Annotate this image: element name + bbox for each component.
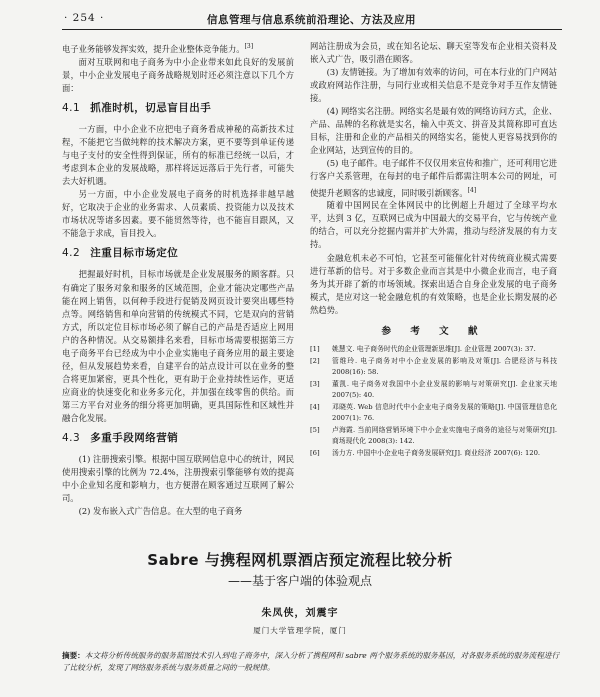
paragraph: 另一方面，中小企业发展电子商务的时机选择非越早越好，它取决于企业的业务需求、人员素质、投资能力以及技术市场状况等诸多因素。要不能贸然等待，也不能盲目跟风，又不能急于求成，盲目投入。: [62, 189, 294, 239]
abstract-label: 摘要：: [62, 651, 85, 660]
paragraph: (4) 网络实名注册。网络实名是最有效的网络访问方式，企业、产品、品牌的名称就是实名，输入中英文、拼音及其简称即可直达目标，注册和企业的产品相关的网络实名，能使人更容易找到你的企业网站，达到宣传的目的。: [310, 106, 557, 156]
paragraph: 电子业务能够发挥实效，提升企业整体竞争能力。[3]: [62, 43, 254, 54]
section-heading: 4.2 注重目标市场定位: [62, 247, 179, 260]
abstract-text: 本文将分析传统服务的服务蓝图技术引入到电子商务中，深入分析了携程网和 sabre 两个服务系统的服务基因，对各服务系统的服务流程进行了比较分析，发现了网络服务系统与服务质量之间的一般规律。: [62, 651, 560, 672]
reference-item: [1] 姚慧文. 电子商务时代的企业管理新思维[J]. 企业管理 2007(3): 37.: [310, 344, 536, 353]
reference-item: [6] 汤力方. 中国中小企业电子商务发展研究[J]. 商业经济 2007(6): 120.: [310, 448, 541, 457]
article-affiliation: 厦门大学管理学院，厦门: [253, 626, 347, 635]
reference-item: [3] 董凯. 电子商务对我国中小企业发展的影响与对策研究[J]. 企业家天地 2007(5): 40.: [310, 379, 557, 399]
paragraph: 一方面，中小企业不应把电子商务看成神秘的高新技术过程，不能把它当做纯粹的技术解决方案，更不要等到单证传递与电子支付的安全性得到保证，所有的标准已经统一以后，才考虑到本企业的发展战略，那样将远远落后于先行者，可能失去大好机遇。: [62, 124, 294, 187]
references-heading: 参 考 文 献: [381, 325, 486, 337]
paragraph: (5) 电子邮件。电子邮件不仅仅用来宣传和推广，还可利用它进行客户关系管理，在每封的电子邮件后都需注明本公司的网址，可使提升老顾客的忠诚度，同时吸引新顾客。[4]: [310, 158, 557, 198]
citation: [4]: [467, 186, 477, 194]
article-authors: 朱凤侠，刘震宇: [261, 608, 339, 619]
section-heading: 4.1 抓准时机，切忌盲目出手: [62, 101, 212, 114]
page-number: · 254 ·: [64, 12, 105, 24]
reference-list: [310, 344, 557, 459]
paragraph: (2) 发布嵌入式广告信息。在大型的电子商务: [78, 506, 243, 517]
journal-title: 信息管理与信息系统前沿理论、方法及应用: [207, 14, 416, 26]
paragraph: 随着中国网民在全体网民中的比例超上升超过了全球平均水平，达到 3 亿，互联网已成为中国最大的交易平台，它与传统产业的结合，可以充分挖掘内需并扩大外需，推动与经济发展的有力支持。: [310, 200, 557, 250]
reference-item: [5] 卢海霞. 当前网络营销环境下中小企业实施电子商务的途径与对策研究[J]. 商场现代化 2008(3): 142.: [310, 425, 557, 445]
running-header: [62, 8, 562, 30]
paragraph: (1) 注册搜索引擎。根据中国互联网信息中心的统计，网民使用搜索引擎的比例为 72.4%，注册搜索引擎能够有效的提高中小企业知名度和影响力，也方便潜在顾客通过互联网了解公司。: [62, 454, 294, 504]
left-column: [62, 40, 294, 518]
paragraph: 网站注册成为会员，或在知名论坛、聊天室等发布企业相关资料及嵌入式广告，吸引潜在顾客。: [310, 41, 557, 65]
reference-item: [2] 管维玲. 电子商务对中小企业发展的影响及对策[J]. 合肥经济与科技 2008(16): 58.: [310, 356, 557, 376]
citation: [3]: [244, 43, 254, 50]
paragraph: 金融危机未必不可怕，它甚至可能催化针对传统商业模式需要进行革新的信号。对于多数企业而言其是中小微企业而言，电子商务为其开辟了新的市场领域。探索出适合自身企业发展的电子商务模式，是应对这一轮金融危机的有效策略，也是企业长期发展的必然趋势。: [310, 252, 557, 315]
section-heading: 4.3 多重手段网络营销: [62, 432, 179, 445]
article-title: Sabre 与携程网机票酒店预定流程比较分析: [147, 551, 453, 569]
reference-item: [4] 邓晓英. Web 信息时代中小企业电子商务发展的策略[J]. 中国管理信息化 2007(1): 76.: [310, 402, 557, 422]
article-subtitle: ——基于客户端的体验观点: [227, 574, 372, 588]
paragraph: (3) 友情链接。为了增加有效率的访问，可在本行业的门户网站或政府网站作注册，与同行业或相关信息不是竞争对手互作友情链接。: [310, 67, 557, 104]
paragraph: 把握最好时机，目标市场就是企业发展服务的顾客群。只有确定了服务对象和服务的区域范围，企业才能决定哪些产品能在网上销售，以何种手段进行促销及网页设计要突出哪些特点等。网络销售和单向营销的传统模式不同，它是双向的营销方式，所以定位目标市场必须了解自己的产品是否适应上网用户的各种情况。从交易额排名来看，目标市场需要根据第三方电子商务平台已经成为中小企业实施电子商务应用的最主要途径，但从发展趋势来看，自建平台的站点设计可以在业务的整合将更加紧密，更具个性化，更有助于企业持续性运作，更适应商业的快速变化和业务多元化，并加强在线零售的供给。而第三方平台对业务的细分将更加明确，更具国际性和区域性并融合化发展。: [62, 269, 294, 423]
right-column: [310, 40, 557, 460]
paragraph: 面对互联网和电子商务为中小企业带来如此良好的发展前景，中小企业发展电子商务战略规划时还必须注意以下几个方面：: [62, 56, 294, 93]
abstract: [62, 650, 560, 674]
